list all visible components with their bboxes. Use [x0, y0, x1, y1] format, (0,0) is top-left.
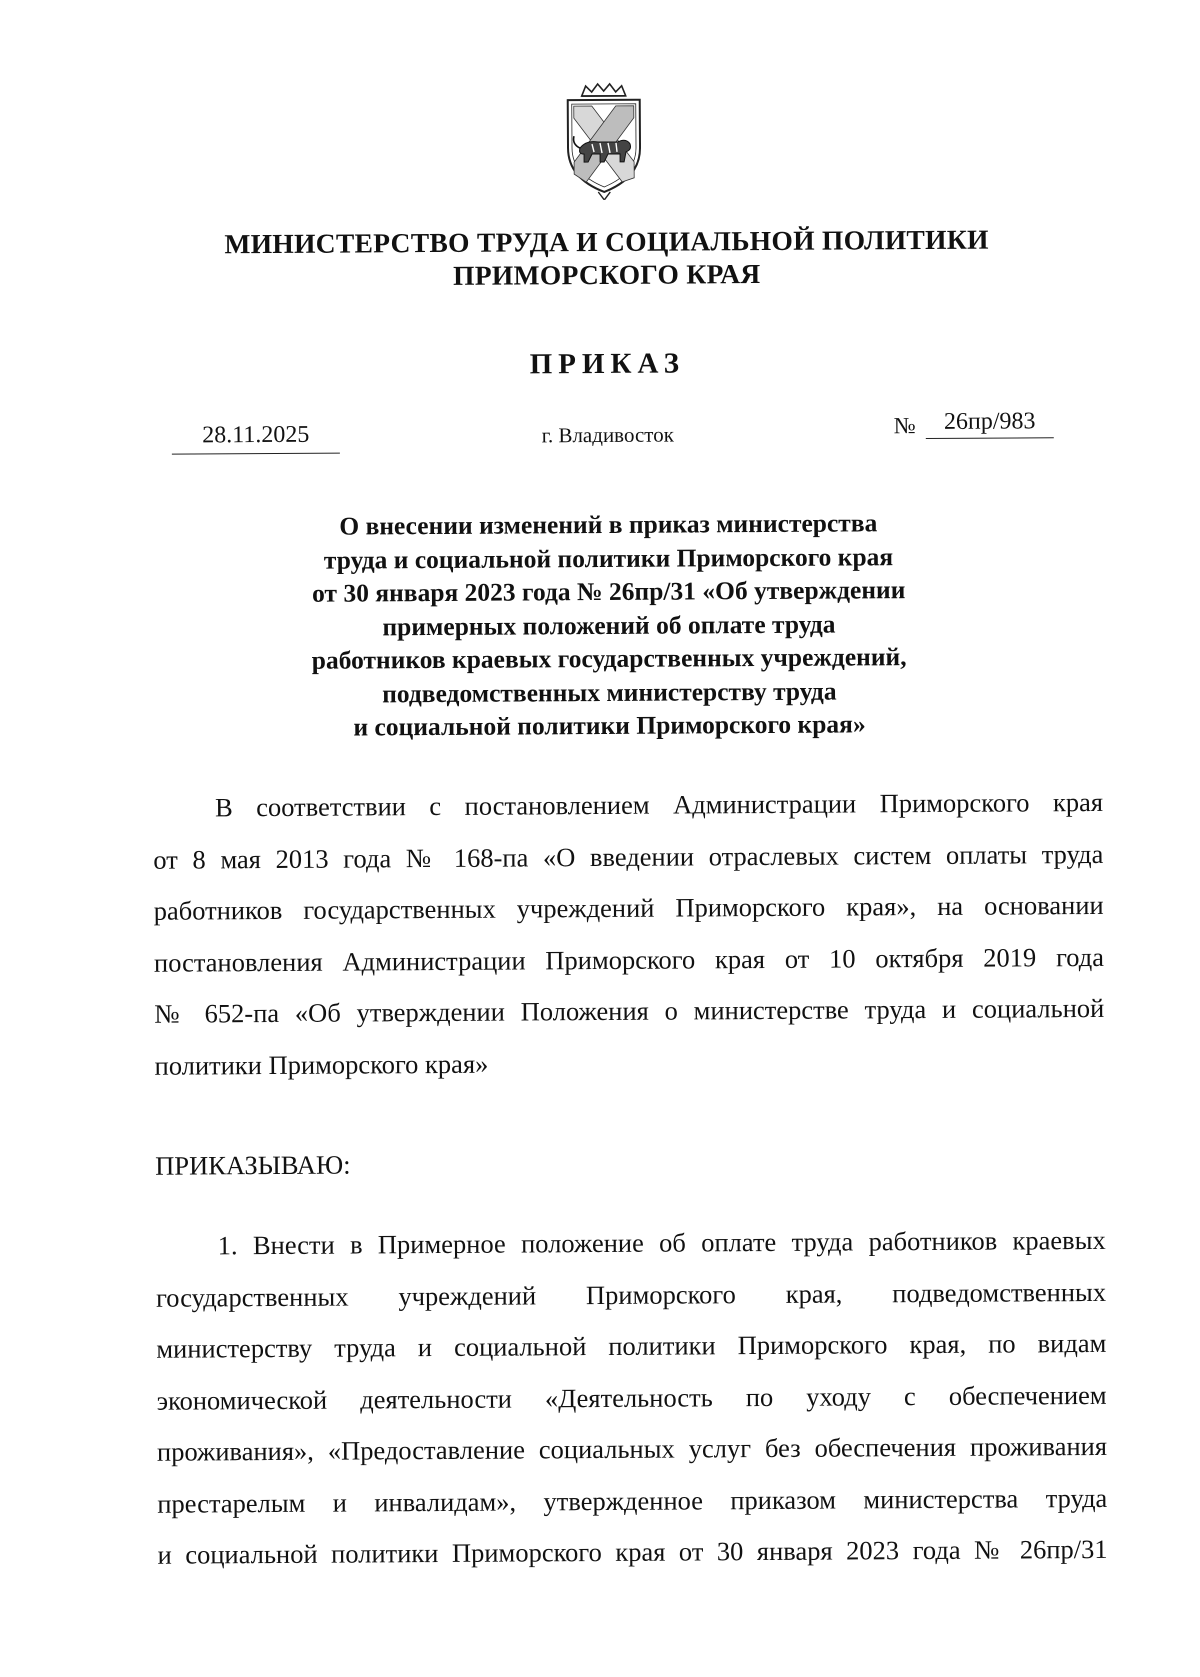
coat-of-arms-icon — [552, 82, 657, 201]
item-line: престарелым и инвалидам», утвержденное приказом министерства труда — [157, 1472, 1107, 1529]
item-line: и социальной политики Приморского края от 30 января 2023 года № 26пр/31 — [157, 1524, 1107, 1581]
legal-basis-paragraph — [153, 777, 1105, 1092]
document-type: ПРИКАЗ — [157, 345, 1057, 383]
basis-line: В соответствии с постановлением Администрации Приморского края — [153, 777, 1103, 834]
item-line: 1. Внести в Примерное положение об оплате труда работников краевых — [156, 1215, 1106, 1272]
title-line: и социальной политики Приморского края» — [159, 706, 1059, 745]
ministry-name-line2: ПРИМОРСКОГО КРАЯ — [157, 256, 1057, 293]
basis-line: работников государственных учреждений Приморского края», на основании — [154, 880, 1104, 937]
ministry-name-line1: МИНИСТЕРСТВО ТРУДА И СОЦИАЛЬНОЙ ПОЛИТИКИ — [157, 223, 1057, 260]
basis-line: постановления Администрации Приморского края от 10 октября 2019 года — [154, 931, 1104, 988]
city: г. Владивосток — [458, 422, 758, 449]
order-title — [158, 505, 1059, 745]
basis-line: от 8 мая 2013 года № 168-па «О введении отраслевых систем оплаты труда — [153, 828, 1103, 885]
title-line: примерных положений об оплате труда — [159, 606, 1059, 645]
title-line: работников краевых государственных учреждений, — [159, 639, 1059, 678]
order-number: 26пр/983 — [930, 408, 1050, 436]
order-directive: ПРИКАЗЫВАЮ: — [155, 1150, 350, 1182]
number-sign: № — [894, 413, 916, 439]
item-1-paragraph — [156, 1215, 1108, 1581]
basis-line: политики Приморского края» — [154, 1034, 1104, 1091]
order-date: 28.11.2025 — [172, 422, 340, 450]
item-line: государственных учреждений Приморского края, подведомственных — [156, 1266, 1106, 1323]
title-line: подведомственных министерству труда — [159, 673, 1059, 712]
item-line: проживания», «Предоставление социальных услуг без обеспечения проживания — [157, 1421, 1107, 1478]
title-line: О внесении изменений в приказ министерства — [158, 505, 1058, 544]
title-line: от 30 января 2023 года № 26пр/31 «Об утверждении — [159, 572, 1059, 611]
title-line: труда и социальной политики Приморского края — [158, 539, 1058, 578]
basis-line: № 652-па «Об утверждении Положения о министерстве труда и социальной — [154, 983, 1104, 1040]
number-underline — [926, 437, 1054, 439]
item-line: министерству труда и социальной политики Приморского края, по видам — [156, 1318, 1106, 1375]
item-line: экономической деятельности «Деятельность по уходу с обеспечением — [157, 1369, 1107, 1426]
date-underline — [172, 453, 340, 455]
